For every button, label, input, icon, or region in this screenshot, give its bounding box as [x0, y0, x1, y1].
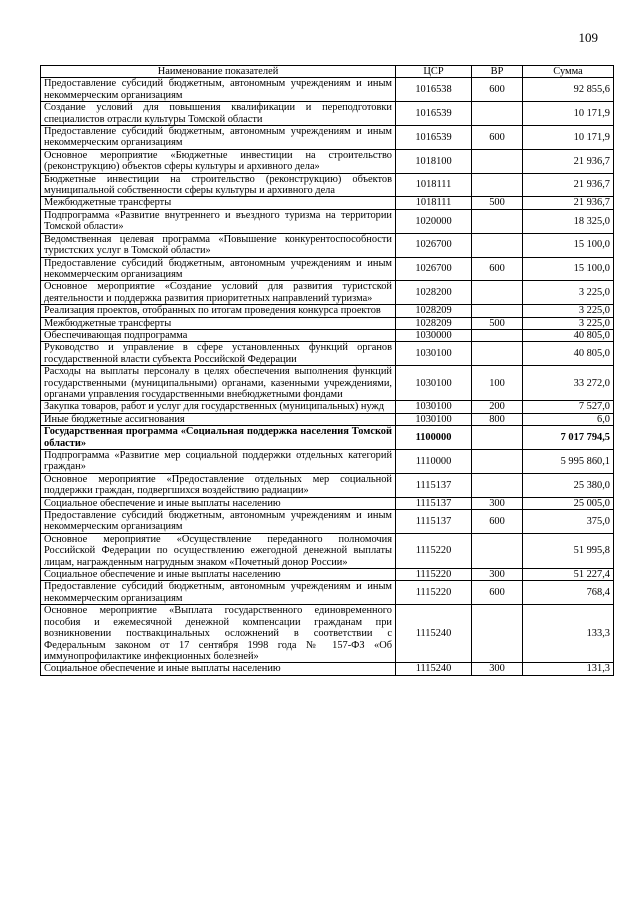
cell-name: Предоставление субсидий бюджетным, автономным учреждениям и иным некоммерческим организациям	[41, 581, 396, 605]
cell-sum: 10 171,9	[523, 102, 614, 126]
cell-csr: 1100000	[396, 426, 472, 450]
header-vr: ВР	[472, 66, 523, 78]
cell-sum: 21 936,7	[523, 173, 614, 197]
table-row	[41, 569, 614, 581]
cell-vr	[472, 473, 523, 497]
cell-sum: 10 171,9	[523, 126, 614, 150]
cell-vr	[472, 450, 523, 474]
table-row	[41, 197, 614, 209]
cell-sum: 51 227,4	[523, 569, 614, 581]
table-row	[41, 209, 614, 233]
cell-sum: 133,3	[523, 605, 614, 663]
header-name: Наименование показателей	[41, 66, 396, 78]
table-row	[41, 305, 614, 317]
cell-vr	[472, 173, 523, 197]
cell-name: Основное мероприятие «Создание условий для развития туристской деятельности и поддержка развития приоритетных направлений туризма»	[41, 281, 396, 305]
table-row	[41, 450, 614, 474]
table-row	[41, 78, 614, 102]
cell-sum: 768,4	[523, 581, 614, 605]
cell-name: Межбюджетные трансферты	[41, 197, 396, 209]
cell-vr	[472, 281, 523, 305]
table-row	[41, 426, 614, 450]
table-row	[41, 126, 614, 150]
table-row	[41, 605, 614, 663]
cell-csr: 1018111	[396, 173, 472, 197]
cell-csr: 1115220	[396, 533, 472, 568]
table-row	[41, 257, 614, 281]
cell-vr	[472, 342, 523, 366]
cell-sum: 40 805,0	[523, 329, 614, 341]
cell-sum: 33 272,0	[523, 366, 614, 401]
cell-name: Государственная программа «Социальная поддержка населения Томской области»	[41, 426, 396, 450]
cell-csr: 1016538	[396, 78, 472, 102]
cell-name: Основное мероприятие «Осуществление переданного полномочия Российской Федерации по осуществлению ежегодной денежной выплаты лицам, награжденным нагрудным знаком «Почетный донор России»	[41, 533, 396, 568]
cell-sum: 51 995,8	[523, 533, 614, 568]
cell-vr	[472, 329, 523, 341]
cell-sum: 7 017 794,5	[523, 426, 614, 450]
cell-vr	[472, 233, 523, 257]
cell-vr	[472, 102, 523, 126]
cell-sum: 3 225,0	[523, 305, 614, 317]
table-row	[41, 233, 614, 257]
cell-csr: 1115220	[396, 581, 472, 605]
cell-csr: 1028200	[396, 281, 472, 305]
cell-vr: 600	[472, 78, 523, 102]
cell-name: Предоставление субсидий бюджетным, автономным учреждениям и иным некоммерческим организациям	[41, 126, 396, 150]
table-row	[41, 413, 614, 425]
table-row	[41, 173, 614, 197]
cell-sum: 21 936,7	[523, 197, 614, 209]
cell-vr: 300	[472, 663, 523, 675]
cell-name: Межбюджетные трансферты	[41, 317, 396, 329]
cell-name: Закупка товаров, работ и услуг для государственных (муниципальных) нужд	[41, 401, 396, 413]
cell-sum: 15 100,0	[523, 257, 614, 281]
cell-csr: 1028209	[396, 317, 472, 329]
cell-vr: 600	[472, 126, 523, 150]
cell-csr: 1016539	[396, 126, 472, 150]
cell-csr: 1115240	[396, 663, 472, 675]
cell-name: Предоставление субсидий бюджетным, автономным учреждениям и иным некоммерческим организациям	[41, 78, 396, 102]
budget-table	[40, 65, 614, 676]
table-body	[41, 78, 614, 675]
table-row	[41, 401, 614, 413]
cell-vr	[472, 209, 523, 233]
cell-csr: 1110000	[396, 450, 472, 474]
cell-sum: 7 527,0	[523, 401, 614, 413]
table-row	[41, 510, 614, 534]
cell-name: Основное мероприятие «Бюджетные инвестиции на строительство (реконструкцию) объектов сферы культуры и архивного дела»	[41, 149, 396, 173]
cell-name: Социальное обеспечение и иные выплаты населению	[41, 663, 396, 675]
cell-name: Основное мероприятие «Выплата государственного единовременного пособия и ежемесячной денежной компенсации гражданам при возникновении поствакцинальных осложнений в соответствии с Федеральным законом от 17 сентября 1998 года № 157-ФЗ «Об иммунопрофилактике инфекционных болезней»	[41, 605, 396, 663]
cell-vr: 300	[472, 569, 523, 581]
cell-sum: 40 805,0	[523, 342, 614, 366]
cell-vr	[472, 149, 523, 173]
cell-csr: 1030100	[396, 342, 472, 366]
table-row	[41, 473, 614, 497]
page-number: 109	[578, 30, 598, 45]
cell-csr: 1115137	[396, 473, 472, 497]
cell-csr: 1115137	[396, 510, 472, 534]
cell-vr	[472, 426, 523, 450]
cell-csr: 1026700	[396, 257, 472, 281]
cell-vr	[472, 305, 523, 317]
cell-name: Подпрограмма «Развитие мер социальной поддержки отдельных категорий граждан»	[41, 450, 396, 474]
cell-sum: 3 225,0	[523, 317, 614, 329]
cell-sum: 3 225,0	[523, 281, 614, 305]
cell-name: Расходы на выплаты персоналу в целях обеспечения выполнения функций государственными (муниципальными) органами, казенными учреждениями, органами управления государственными внебюджетными фондами	[41, 366, 396, 401]
cell-csr: 1030100	[396, 366, 472, 401]
cell-name: Ведомственная целевая программа «Повышение конкурентоспособности туристских услуг в Томской области»	[41, 233, 396, 257]
cell-vr	[472, 533, 523, 568]
cell-csr: 1115240	[396, 605, 472, 663]
cell-name: Обеспечивающая подпрограмма	[41, 329, 396, 341]
cell-csr: 1016539	[396, 102, 472, 126]
cell-name: Социальное обеспечение и иные выплаты населению	[41, 497, 396, 509]
table-row	[41, 497, 614, 509]
cell-vr: 800	[472, 413, 523, 425]
cell-sum: 18 325,0	[523, 209, 614, 233]
table-row	[41, 102, 614, 126]
cell-vr	[472, 605, 523, 663]
table-row	[41, 581, 614, 605]
table-row	[41, 663, 614, 675]
cell-sum: 25 005,0	[523, 497, 614, 509]
cell-csr: 1020000	[396, 209, 472, 233]
cell-name: Руководство и управление в сфере установленных функций органов государственной власти субъекта Российской Федерации	[41, 342, 396, 366]
cell-name: Социальное обеспечение и иные выплаты населению	[41, 569, 396, 581]
table-row	[41, 342, 614, 366]
cell-name: Реализация проектов, отобранных по итогам проведения конкурса проектов	[41, 305, 396, 317]
cell-sum: 92 855,6	[523, 78, 614, 102]
cell-csr: 1028209	[396, 305, 472, 317]
cell-sum: 5 995 860,1	[523, 450, 614, 474]
cell-sum: 6,0	[523, 413, 614, 425]
cell-name: Подпрограмма «Развитие внутреннего и въездного туризма на территории Томской области»	[41, 209, 396, 233]
cell-vr: 100	[472, 366, 523, 401]
cell-csr: 1115137	[396, 497, 472, 509]
header-sum: Сумма	[523, 66, 614, 78]
cell-name: Основное мероприятие «Предоставление отдельных мер социальной поддержки граждан, подвергшихся воздействию радиации»	[41, 473, 396, 497]
cell-csr: 1018111	[396, 197, 472, 209]
cell-vr: 200	[472, 401, 523, 413]
cell-csr: 1115220	[396, 569, 472, 581]
cell-csr: 1018100	[396, 149, 472, 173]
cell-name: Создание условий для повышения квалификации и переподготовки специалистов отрасли культуры Томской области	[41, 102, 396, 126]
table-row	[41, 533, 614, 568]
cell-vr: 600	[472, 581, 523, 605]
table-row	[41, 366, 614, 401]
header-csr: ЦСР	[396, 66, 472, 78]
cell-sum: 15 100,0	[523, 233, 614, 257]
cell-sum: 131,3	[523, 663, 614, 675]
cell-sum: 21 936,7	[523, 149, 614, 173]
cell-csr: 1030100	[396, 401, 472, 413]
cell-vr: 500	[472, 317, 523, 329]
cell-vr: 300	[472, 497, 523, 509]
table-header-row	[41, 66, 614, 78]
cell-vr: 500	[472, 197, 523, 209]
table-row	[41, 281, 614, 305]
cell-name: Бюджетные инвестиции на строительство (реконструкцию) объектов муниципальной собственности сферы культуры и архивного дела	[41, 173, 396, 197]
cell-csr: 1030100	[396, 413, 472, 425]
table-row	[41, 329, 614, 341]
cell-name: Иные бюджетные ассигнования	[41, 413, 396, 425]
cell-vr: 600	[472, 510, 523, 534]
cell-vr: 600	[472, 257, 523, 281]
table-row	[41, 149, 614, 173]
cell-name: Предоставление субсидий бюджетным, автономным учреждениям и иным некоммерческим организациям	[41, 510, 396, 534]
cell-csr: 1030000	[396, 329, 472, 341]
cell-sum: 375,0	[523, 510, 614, 534]
table-row	[41, 317, 614, 329]
cell-name: Предоставление субсидий бюджетным, автономным учреждениям и иным некоммерческим организациям	[41, 257, 396, 281]
cell-csr: 1026700	[396, 233, 472, 257]
cell-sum: 25 380,0	[523, 473, 614, 497]
